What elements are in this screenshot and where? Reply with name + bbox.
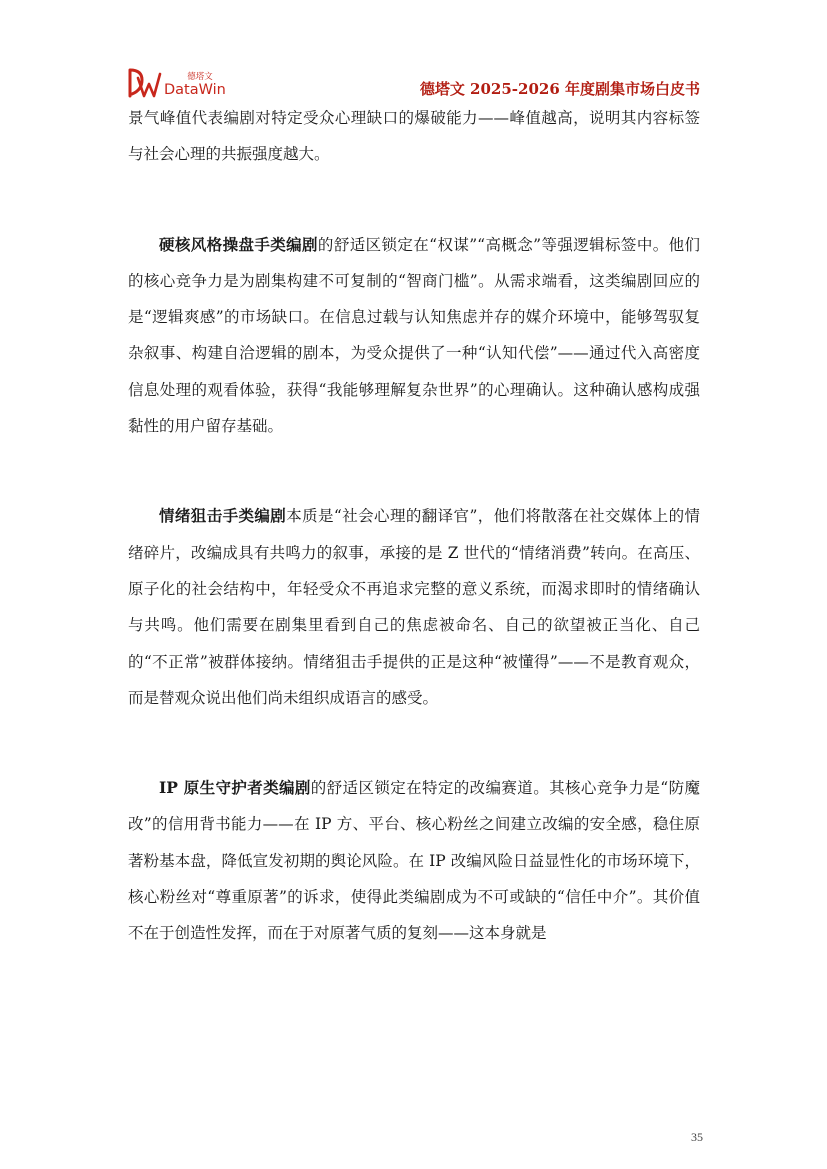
paragraph-2	[128, 227, 700, 445]
paragraph-4-lead: IP 原生守护者类编剧	[159, 778, 311, 798]
paragraph-3-text: 本质是“社会心理的翻译官”，他们将散落在社交媒体上的情绪碎片，改编成具有共鸣力的叙事，承接的是 Z 世代的“情绪消费”转向。在高压、原子化的社会结构中，年轻受众不再追求完整的意义系统，而渴求即时的情绪确认与共鸣。他们需要在剧集里看到自己的焦虑被命名、自己的欲望被正当化、自己的“不正常”被群体接纳。情绪狙击手提供的正是这种“被懂得”——不是教育观众，而是替观众说出他们尚未组织成语言的感受。	[128, 507, 700, 707]
page-number: 35	[691, 1130, 703, 1144]
logo-brand-en: DataWin	[164, 82, 226, 98]
document-body	[128, 100, 700, 952]
datawin-logo-icon	[128, 64, 238, 100]
paragraph-4	[128, 770, 700, 951]
paragraph-3-lead: 情绪狙击手类编剧	[159, 506, 287, 526]
page-header	[128, 62, 700, 102]
paragraph-1-text: 景气峰值代表编剧对特定受众心理缺口的爆破能力——峰值越高，说明其内容标签与社会心理的共振强度越大。	[128, 109, 700, 164]
header-title: 德塔文 2025-2026 年度剧集市场白皮书	[419, 80, 700, 98]
paragraph-2-lead: 硬核风格操盘手类编剧	[159, 234, 318, 254]
logo-brand-cn: 德塔文	[187, 72, 213, 82]
paragraph-1	[128, 100, 700, 173]
datawin-logo	[128, 64, 238, 100]
paragraph-4-text: 的舒适区锁定在特定的改编赛道。其核心竞争力是“防魔改”的信用背书能力——在 IP 方、平台、核心粉丝之间建立改编的安全感，稳住原著粉基本盘，降低宣发初期的舆论风险。在 IP 改编风险日益显性化的市场环境下，核心粉丝对“尊重原著”的诉求，使得此类编剧成为不可或缺的“信任中介”。其价值不在于创造性发挥，而在于对原著气质的复刻——这本身就是	[128, 779, 700, 943]
paragraph-3	[128, 498, 700, 716]
paragraph-2-text: 的舒适区锁定在“权谋”“高概念”等强逻辑标签中。他们的核心竞争力是为剧集构建不可复制的“智商门槛”。从需求端看，这类编剧回应的是“逻辑爽感”的市场缺口。在信息过载与认知焦虑并存的媒介环境中，能够驾驭复杂叙事、构建自洽逻辑的剧本，为受众提供了一种“认知代偿”——通过代入高密度信息处理的观看体验，获得“我能够理解复杂世界”的心理确认。这种确认感构成强黏性的用户留存基础。	[128, 235, 700, 436]
